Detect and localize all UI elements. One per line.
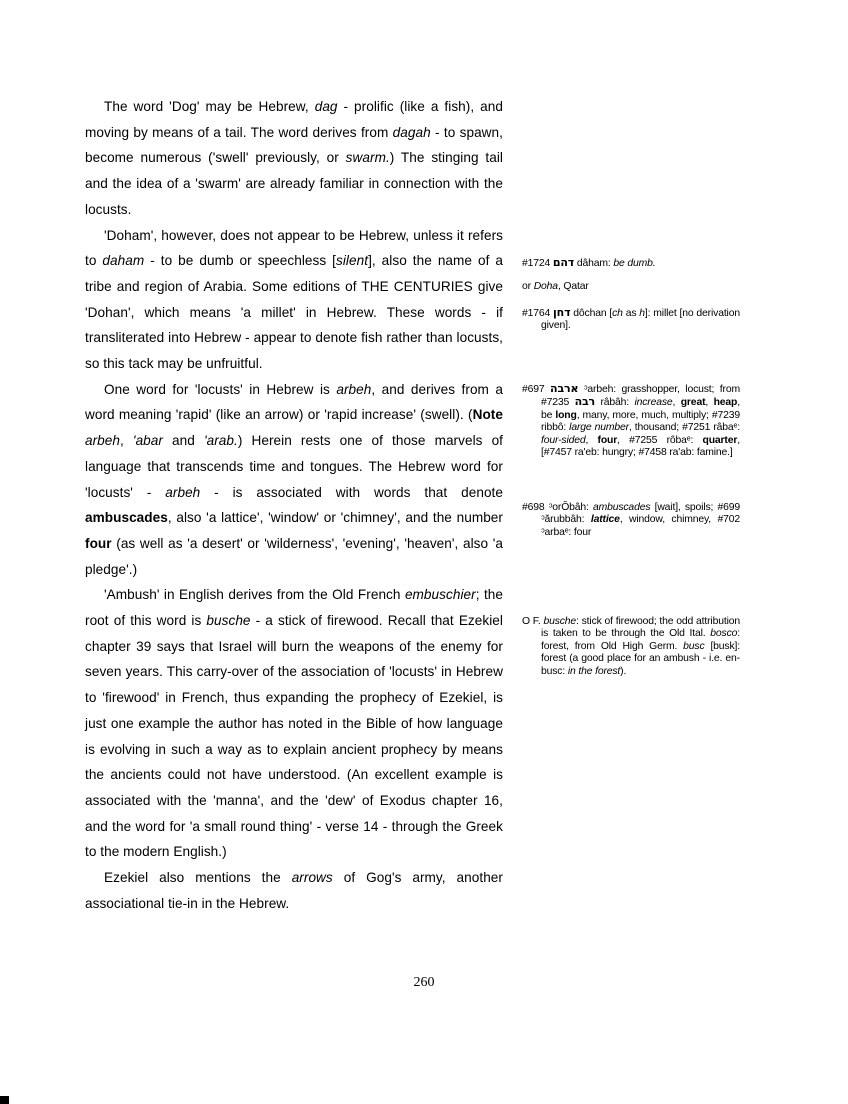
text-run: ; the root of this word is (85, 587, 503, 629)
italic-term: dagah (392, 124, 431, 140)
italic-term: Doha (533, 281, 558, 292)
page-number: 260 (413, 975, 435, 990)
text-run: , also 'a lattice', 'window' or 'chimney', and the number (167, 510, 503, 526)
text-run: - prolific (like a fish), and moving by means of a tail. The word derives from (85, 99, 503, 140)
text-run: , thousand; #7251 râbaᵉ: (628, 422, 740, 434)
text-run: - to be dumb or speechless [ (144, 253, 337, 269)
text-run: The word 'Dog' may be Hebrew, (104, 99, 315, 114)
bold-term: four (85, 535, 112, 551)
hebrew-word: רבה (574, 395, 596, 409)
text-run: , [#7457 ra'eb: hungry; #7458 ra'ab: famine.] (541, 434, 740, 459)
italic-term: busche (543, 616, 577, 627)
hebrew-word: דהם (552, 256, 575, 269)
italic-term: 'abar (132, 433, 163, 449)
bold-term: heap (713, 397, 738, 409)
italic-term: ch (612, 308, 623, 319)
bold-italic-term: lattice (590, 514, 620, 526)
text-run: , Qatar (557, 281, 589, 292)
italic-term: ambuscades (592, 502, 651, 513)
text-run: ]: millet [no derivation given]. (541, 308, 740, 332)
text-run: - to spawn, become numerous ('swell' previously, or (85, 124, 503, 166)
italic-term: increase (634, 397, 673, 409)
text-run: ) Herein rests one of those marvels of language that transcends time and tongues. The Hebrew word for 'locusts' - (85, 433, 504, 500)
text-run: or (522, 281, 534, 292)
italic-term: arbeh (85, 433, 121, 449)
italic-term: silent (336, 253, 369, 269)
italic-term: be dumb. (613, 258, 656, 269)
text-run: râbâh: (595, 397, 635, 409)
text-run: , (585, 434, 598, 446)
bold-term: quarter (702, 434, 738, 446)
bold-term: four (597, 434, 618, 446)
text-run: ) The stinging tail and the idea of a 'swarm' are already familiar in connection with the locusts. (85, 150, 503, 217)
text-run: ). (620, 665, 627, 677)
text-run: 'Ambush' in English derives from the Old French (104, 587, 405, 603)
text-run: ᵓarbeh: grasshopper, locust; from #7235 (541, 384, 740, 409)
text-run: , be (541, 397, 740, 421)
text-run: Ezekiel also mentions the (104, 870, 292, 886)
text-run: O F. (522, 616, 544, 627)
italic-term: busche (206, 613, 251, 629)
side-note-arbeh (522, 383, 740, 459)
italic-term: daham (102, 253, 145, 269)
italic-term: arbeh (336, 381, 372, 397)
italic-term: arbeh (165, 484, 201, 500)
text-run: , (120, 433, 133, 449)
paragraph-doham (85, 223, 503, 377)
text-run: , (672, 397, 681, 409)
italic-term: 'arab. (203, 433, 238, 449)
italic-term: embuschier (404, 587, 476, 603)
italic-term: arrows (291, 870, 333, 886)
text-run: - is associated with words that denote (200, 484, 503, 500)
text-run: [busk]: forest (a good place for an ambush - i.e. en-busc: (541, 640, 741, 677)
text-run: , and derives from a word meaning 'rapid' (like an arrow) or 'rapid increase' (swell). ( (85, 381, 503, 423)
side-note-daham (522, 257, 740, 270)
bold-term: Note (472, 407, 503, 423)
italic-term: swarm. (345, 150, 390, 166)
bold-term: ambuscades (85, 510, 168, 526)
text-run: , many, more, much, multiply; #7239 ribbô: (541, 409, 741, 434)
main-text-column (85, 94, 503, 917)
italic-term: in the forest (567, 665, 621, 677)
text-run: ], also the name of a tribe and region of Arabia. Some editions of THE CENTURIES give 'Dohan', which means 'a millet' in Hebrew. These words - if transliterated into Hebrew - appear to denote fish rather than locusts, so this tack may be unfruitful. (85, 253, 504, 372)
text-run: as (622, 308, 640, 319)
hebrew-word: ארבה (550, 382, 579, 395)
italic-term: four-sided (541, 434, 586, 446)
note-number: #697 (522, 384, 551, 395)
side-note-doha (522, 281, 740, 293)
paragraph-locusts (85, 377, 503, 583)
text-run: , #7255 rôbaᵉ: (617, 434, 703, 446)
text-run: : stick of firewood; the odd attribution is taken to be through the Old Ital. (541, 616, 741, 640)
italic-term: h (639, 308, 645, 319)
italic-term: bosco (710, 628, 738, 640)
italic-term: large number (569, 422, 629, 434)
bold-term: long (555, 409, 577, 421)
text-run: , (705, 397, 714, 409)
text-run: dôchan [ (570, 308, 613, 319)
scan-corner-mark (0, 1096, 9, 1104)
text-run: of Gog's army, another associational tie-in in the Hebrew. (85, 870, 503, 911)
text-run: dâham: (574, 258, 614, 269)
hebrew-word: דחן (553, 306, 571, 319)
text-run: [wait], spoils; #699 ᵓărubbâh: (541, 502, 740, 526)
note-number: #1724 (522, 258, 553, 269)
text-run: : forest, from Old High Germ. (541, 628, 740, 652)
text-run: (as well as 'a desert' or 'wilderness', 'evening', 'heaven', also 'a pledge'.) (85, 535, 503, 577)
paragraph-dog (85, 94, 503, 223)
text-run: 'Doham', however, does not appear to be Hebrew, unless it refers to (85, 227, 503, 269)
note-number: #1764 (522, 308, 554, 319)
side-note-dochan (522, 307, 740, 333)
text-run: #698 ᵓorŎbâh: (522, 502, 593, 513)
paragraph-arrows (85, 865, 503, 916)
text-run: , window, chimney, #702 ᵓarbaᵉ: four (541, 514, 740, 538)
text-run: One word for 'locusts' in Hebrew is (104, 381, 337, 397)
bold-term: great (680, 397, 706, 409)
side-note-busche (522, 616, 740, 678)
paragraph-ambush (85, 582, 503, 865)
text-run: and (162, 433, 204, 449)
italic-term: busc (683, 640, 705, 652)
italic-term: dag (314, 99, 338, 114)
side-note-ambuscades (522, 502, 740, 539)
text-run: - a stick of firewood. Recall that Ezekiel chapter 39 says that Israel will burn the weapons of the enemy for seven years. This carry-over of the association of 'locusts' in Hebrew to 'firewood' in French, thus expanding the prophecy of Ezekiel, is just one example the author has noted in the Bible of how language is evolving in such a way as to explain ancient prophecy by means the ancients could not have understood. (An excellent example is associated with the 'manna', and the 'dew' of Exodus chapter 16, and the word for 'a small round thing' - verse 14 - through the Greek to the modern English.) (85, 613, 503, 860)
